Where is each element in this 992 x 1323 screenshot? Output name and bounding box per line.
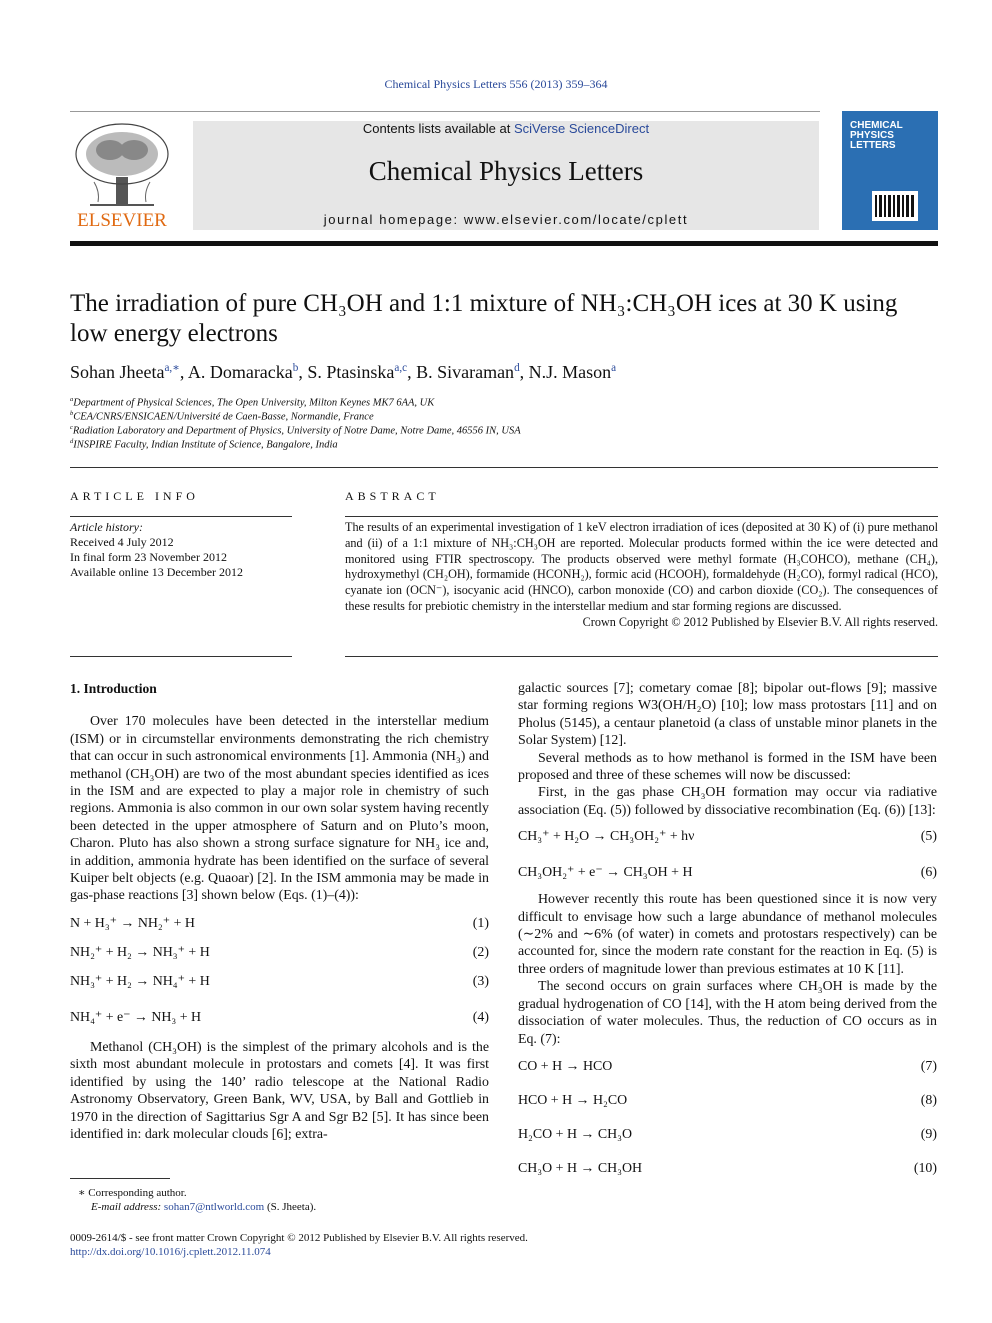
contents-prefix: Contents lists available at	[362, 121, 511, 136]
footnote	[78, 1186, 316, 1214]
cover-barcode-icon	[872, 191, 918, 221]
cover-line-2: PHYSICS	[850, 130, 894, 141]
journal-reference[interactable]: Chemical Physics Letters 556 (2013) 359–364	[384, 77, 608, 91]
online-date: Available online 13 December 2012	[70, 565, 244, 579]
affiliation: $^c$Radiation Laboratory and Department of Physics, University of Notre Dame, Notre Dame, 46556 IN, USA	[70, 424, 521, 437]
abstract-bottom-rule	[345, 656, 938, 657]
affiliation: $^d$INSPIRE Faculty, Indian Institute of Science, Bangalore, India	[70, 438, 338, 451]
article-info-heading: ARTICLE INFO	[70, 489, 199, 503]
equation: H₂CO + H → CH₃O (9)	[518, 1127, 937, 1143]
journal-cover	[842, 111, 938, 230]
left-column	[70, 680, 489, 1143]
equation: CH₃⁺ + H₂O → CH₃OH₂⁺ + hν (5)	[518, 828, 937, 844]
paragraph: galactic sources [7]; cometary comae [8]; bipolar out-flows [9]; massive star forming regions W3(OH/H₂O) [10]; low mass protostars [11] and on Pholus (5145), a centaur planetoid (a class of unstable minor planets in the Solar System) [12].	[518, 681, 937, 749]
affiliation-rule	[70, 467, 938, 468]
history-label: Article history:	[70, 520, 143, 534]
publisher-name: ELSEVIER	[77, 210, 167, 231]
corresponding-author: ∗ Corresponding author.	[78, 1187, 187, 1199]
equation: HCO + H → H₂CO (8)	[518, 1093, 937, 1109]
affiliation: $^b$CEA/CNRS/ENSICAEN/Université de Caen-Basse, Normandie, France	[70, 410, 374, 423]
email-label: E-mail address:	[91, 1201, 162, 1213]
article-info-bottom-rule	[70, 656, 292, 657]
author[interactable]: Sohan Jheeta$^{a,∗}$	[70, 362, 180, 382]
equation: NH₃⁺ + H₂ → NH₄⁺ + H (3)	[70, 974, 489, 990]
article-info-rule	[70, 516, 292, 517]
author[interactable]: A. Domaracka$^b$	[187, 362, 299, 382]
paragraph: Several methods as to how methanol is formed in the ISM have been proposed and three of these schemes will now be discussed:	[518, 750, 937, 784]
footnote-rule	[70, 1178, 170, 1179]
final-form-date: In final form 23 November 2012	[70, 550, 227, 564]
paragraph: Methanol (CH₃OH) is the simplest of the primary alcohols and is the sixth most abundant molecule in protostars and comets [4]. It was first identified by using the 140’ radio telescope at the National Radio Astronomy Observatory, Green Bank, WV, USA, by Ball and Gottlieb in 1970 in the direction of Sagittarius Sgr A and Sgr B2 [5]. It has since been identified in: dark molecular clouds [6]; extra-	[70, 1039, 489, 1142]
equation: NH₂⁺ + H₂ → NH₃⁺ + H (2)	[70, 945, 489, 961]
abstract-heading: ABSTRACT	[345, 489, 440, 503]
author[interactable]: B. Sivaraman$^d$	[416, 362, 520, 382]
equation: CO + H → HCO (7)	[518, 1059, 937, 1075]
abstract-copyright: Crown Copyright © 2012 Published by Elsevier B.V. All rights reserved.	[582, 614, 938, 629]
equation: CH₃O + H → CH₃OH (10)	[518, 1161, 937, 1177]
paragraph: Over 170 molecules have been detected in the interstellar medium (ISM) or in circumstellar environments demonstrating the rich chemistry that can occur in such astronomical environments [1]. Ammonia (NH₃) and methanol (CH₃OH) are two of the most abundant species identified as ices in the ISM and are expected to play a major role in chemistry of such regions. Ammonia is also common in our own solar system having recently been detected in the upper atmosphere of Saturn and on Pluto’s moon, Charon. Pluto has also shown a strong surface signature for NH₃ ice and, in addition, ammonia hydrate has been identified on the surface of several Kuiper belt objects (e.g. Quaoar) [2]. In the ISM ammonia may be made in gas-phase reactions [3] shown below (Eqs. (1)–(4)):	[70, 714, 489, 904]
paragraph: The second occurs on grain surfaces where CH₃OH is made by the gradual hydrogenation of CO [14], with the H atom being derived from the dissociation of water molecules. Thus, the reduction of CO occurs as in Eq. (7):	[518, 979, 937, 1047]
journal-homepage[interactable]: journal homepage: www.elsevier.com/locate/cplett	[323, 212, 689, 227]
contents-line	[193, 121, 819, 136]
article-title: The irradiation of pure CH₃OH and 1:1 mixture of NH₃:CH₃OH ices at 30 K using low energy electrons	[70, 290, 898, 347]
email-link[interactable]: sohan7@ntlworld.com	[163, 1201, 265, 1213]
abstract-body	[345, 520, 938, 631]
author-list: Sohan Jheeta$^{a,∗}$, A. Domaracka$^b$, S. Ptasinska$^{a,c}$, B. Sivaraman$^d$, N.J. Mason$^a$	[70, 362, 617, 382]
masthead-bottom-rule	[70, 241, 938, 246]
abstract-text: The results of an experimental investigation of 1 keV electron irradiation of ices (deposited at 30 K) of (i) pure methanol and (ii) of a 1:1 mixture of NH₃:CH₃OH are reported. Molecular products formed within the ice were detected and monitored using FTIR spectroscopy. The products observed were methyl formate (H₃COHCO), methane (CH₄), hydroxymethyl (CH₂OH), formamide (HCONH₂), formic acid (HCOOH), formaldehyde (H₂CO), formyl radical (HCO), cyanate ion (OCN⁻), isocyanic acid (HNCO), carbon monoxide (CO) and carbon dioxide (CO₂). The consequences of these results for prebiotic chemistry in the interstellar medium and star forming regions are discussed.	[345, 520, 938, 613]
cover-line-1: CHEMICAL	[850, 120, 903, 131]
doi-link[interactable]: http://dx.doi.org/10.1016/j.cplett.2012.11.074	[70, 1246, 271, 1258]
paragraph: First, in the gas phase CH₃OH formation may occur via radiative association (Eq. (5)) followed by dissociative recombination (Eq. (6)) [13]:	[518, 785, 937, 818]
paragraph: However recently this route has been questioned since it is now very difficult to envisage how such a large abundance of methanol molecules (∼2% and ∼6% (of water) in comets and protostars respectively) can be accounted for, since the modern rate constant for the reaction in Eq. (5) is three orders of magnitude lower than previous estimates at 10 K [11].	[518, 892, 937, 977]
equation: NH₄⁺ + e⁻ → NH₃ + H (4)	[70, 1010, 489, 1026]
received-date: Received 4 July 2012	[70, 535, 174, 549]
article-history	[70, 520, 243, 580]
cover-line-3: LETTERS	[850, 140, 896, 151]
author[interactable]: S. Ptasinska$^{a,c}$	[307, 362, 408, 382]
elsevier-logo	[70, 122, 174, 232]
sciencedirect-link[interactable]: SciVerse ScienceDirect	[513, 121, 650, 136]
journal-title: Chemical Physics Letters	[368, 156, 644, 186]
equation: CH₃OH₂⁺ + e⁻ → CH₃OH + H (6)	[518, 864, 937, 880]
header-rule	[70, 111, 820, 112]
email-suffix: (S. Jheeta).	[266, 1201, 317, 1213]
section-heading: 1. Introduction	[70, 681, 157, 696]
affiliation: $^a$Department of Physical Sciences, The Open University, Milton Keynes MK7 6AA, UK	[70, 396, 435, 409]
right-column	[518, 680, 937, 1180]
abstract-rule	[345, 516, 938, 517]
equation: N + H₃⁺ → NH₂⁺ + H (1)	[70, 916, 489, 932]
issn-line: 0009-2614/$ - see front matter Crown Copyright © 2012 Published by Elsevier B.V. All rights reserved.	[70, 1232, 528, 1244]
author[interactable]: N.J. Mason$^a$	[528, 362, 617, 382]
